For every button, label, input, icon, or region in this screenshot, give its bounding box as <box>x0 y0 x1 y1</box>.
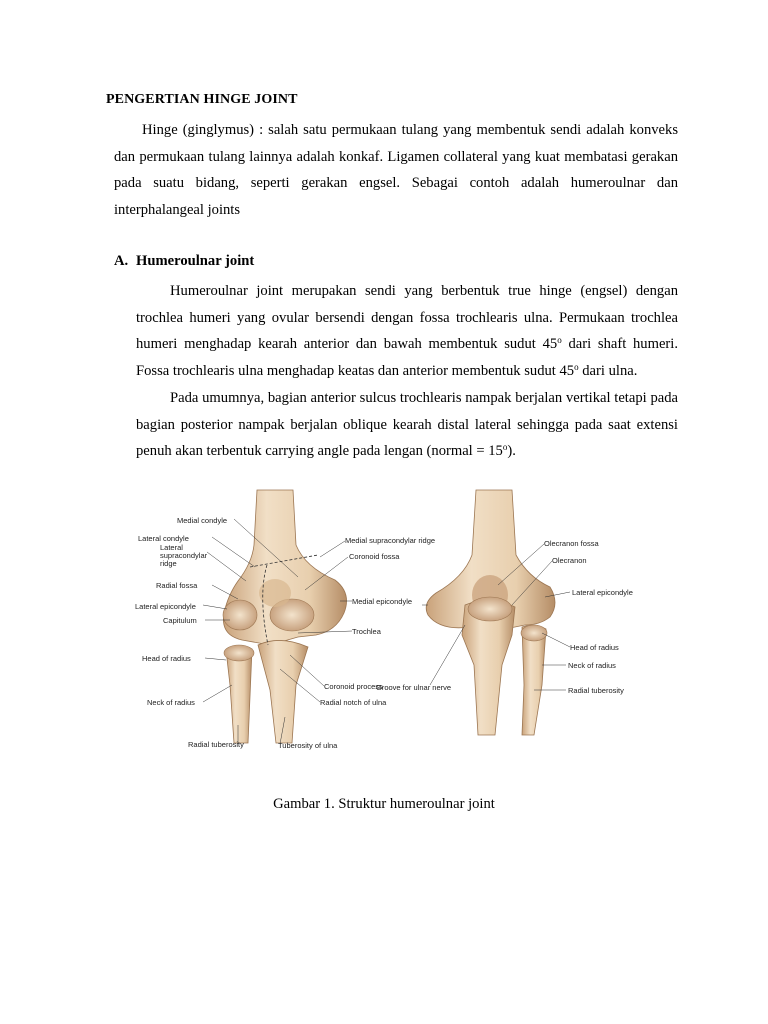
label-lateral-supracondylar-ridge-1: Lateral <box>160 543 183 552</box>
label-coronoid-fossa: Coronoid fossa <box>349 552 400 561</box>
p1-text-1: Humeroulnar joint merupakan sendi yang berbentuk true hinge (engsel) dengan trochlea humeri yang ovular bersendi dengan fossa trochlearis ulna. Permukaan trochlea humeri menghadap kearah anterior dan bawah membentuk sudut 45 <box>136 283 678 353</box>
section-a-title: Humeroulnar joint <box>136 253 255 269</box>
elbow-illustration <box>130 485 670 755</box>
posterior-view <box>426 490 555 735</box>
p2-text-1: Pada umumnya, bagian anterior sulcus trochlearis nampak berjalan vertikal tetapi pada bagian posterior nampak berjalan oblique kearah distal lateral sehingga pada saat extensi penuh akan terbentuk carrying angle pada lengan (normal = 15 <box>136 390 678 460</box>
figure-caption: Gambar 1. Struktur humeroulnar joint <box>273 796 495 812</box>
label-radial-fossa: Radial fossa <box>156 581 198 590</box>
p1-text-2: dari shaft humeri. Fossa trochlearis ulna menghadap keatas dan anterior membentuk sudut 45 <box>136 336 678 380</box>
section-a-heading <box>114 253 254 270</box>
degree-sup-3: o <box>502 442 508 453</box>
p1-text-3: dari ulna. <box>578 363 638 380</box>
label-radial-tuberosity: Radial tuberosity <box>188 740 244 749</box>
section-a-number: A. <box>114 253 129 269</box>
label-lateral-supracondylar-ridge-2: supracondylar <box>160 551 208 560</box>
label-lateral-epicondyle: Lateral epicondyle <box>135 602 196 611</box>
p2-text-2: ). <box>507 443 516 460</box>
label-medial-epicondyle: Medial epicondyle <box>352 597 413 606</box>
section-a-paragraph-2 <box>136 385 678 465</box>
label-neck-of-radius: Neck of radius <box>147 698 195 707</box>
degree-sup-1: o <box>557 335 562 346</box>
label-lateral-condyle: Lateral condyle <box>138 534 189 543</box>
label-head-of-radius-posterior: Head of radius <box>570 643 619 652</box>
label-lateral-epicondyle-posterior: Lateral epicondyle <box>572 588 633 597</box>
label-radial-tuberosity-posterior: Radial tuberosity <box>568 686 624 695</box>
label-medial-supracondylar-ridge: Medial supracondylar ridge <box>345 536 436 545</box>
section-a-paragraph-1 <box>136 278 678 385</box>
label-olecranon-fossa: Olecranon fossa <box>544 539 599 548</box>
degree-sup-2: o <box>574 362 579 373</box>
label-lateral-supracondylar-ridge-3: ridge <box>160 559 177 568</box>
label-neck-of-radius-posterior: Neck of radius <box>568 661 616 670</box>
label-tuberosity-of-ulna: Tuberosity of ulna <box>278 741 338 750</box>
label-groove-for-ulnar-nerve: Groove for ulnar nerve <box>376 683 452 692</box>
label-head-of-radius: Head of radius <box>142 654 191 663</box>
intro-paragraph: Hinge (ginglymus) : salah satu permukaan tulang yang membentuk sendi adalah konveks dan permukaan tulang lainnya adalah konkaf. Ligamen collateral yang kuat membatasi gerakan pada suatu bidang, seperti gerakan engsel. Sebagai contoh adalah humeroulnar dan interphalangeal joints <box>114 122 678 219</box>
label-olecranon: Olecranon <box>552 556 587 565</box>
label-coronoid-process: Coronoid process <box>324 682 383 691</box>
label-medial-condyle: Medial condyle <box>177 516 228 525</box>
page-heading: PENGERTIAN HINGE JOINT <box>106 92 298 107</box>
label-trochlea: Trochlea <box>352 627 381 636</box>
elbow-anatomy-figure <box>130 485 670 755</box>
label-radial-notch-of-ulna: Radial notch of ulna <box>320 698 387 707</box>
label-capitulum: Capitulum <box>163 616 197 625</box>
